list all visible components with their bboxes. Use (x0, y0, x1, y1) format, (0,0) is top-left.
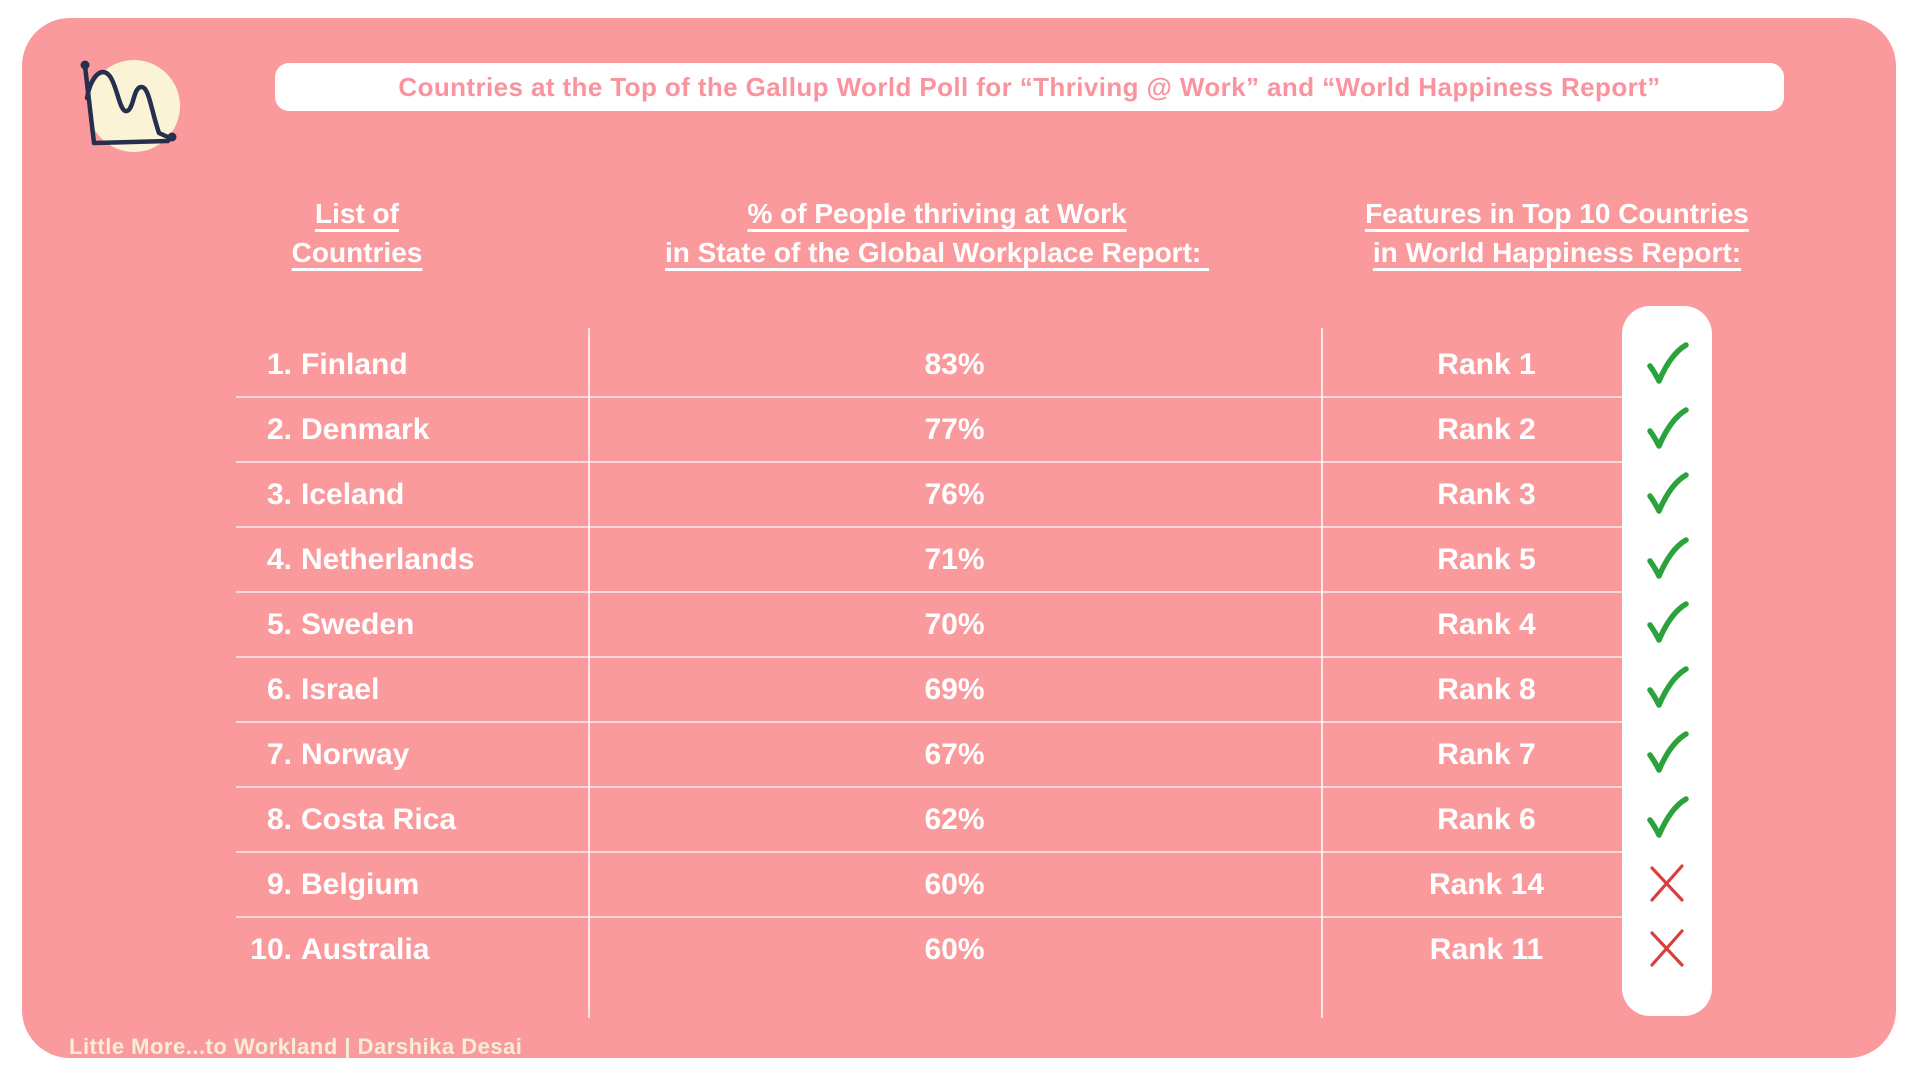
country-name: Denmark (301, 412, 430, 446)
rank-number: 7. (266, 737, 292, 771)
rank-number: 6. (266, 672, 292, 706)
table-row (236, 723, 1622, 788)
column-header-line: % of People thriving at Work (747, 198, 1127, 229)
rank-number: 8. (266, 802, 292, 836)
thriving-pct-cell: 83% (924, 347, 985, 381)
rank-number: 4. (266, 542, 292, 576)
thriving-pct-cell: 71% (924, 542, 985, 576)
table-row (236, 788, 1622, 853)
happiness-rank-cell: Rank 8 (1437, 672, 1536, 706)
country-cell (236, 543, 588, 577)
cross-icon (1641, 857, 1693, 909)
happiness-rank-cell: Rank 1 (1437, 347, 1536, 381)
rank-number: 3. (266, 477, 292, 511)
country-name: Belgium (301, 867, 420, 901)
country-cell (236, 478, 588, 512)
country-name: Finland (301, 347, 408, 381)
column-header-happiness-rank (1332, 194, 1782, 272)
country-name: Sweden (301, 607, 415, 641)
thriving-pct-cell: 60% (924, 867, 985, 901)
happiness-rank-cell: Rank 4 (1437, 607, 1536, 641)
country-cell (236, 803, 588, 837)
country-cell (236, 933, 588, 967)
happiness-rank-cell: Rank 6 (1437, 802, 1536, 836)
happiness-rank-cell: Rank 11 (1429, 932, 1544, 966)
check-icon (1641, 339, 1693, 391)
happiness-rank-cell: Rank 3 (1437, 477, 1536, 511)
check-icon (1641, 404, 1693, 456)
check-icon (1641, 728, 1693, 780)
happiness-rank-cell: Rank 7 (1437, 737, 1536, 771)
column-header-line: Features in Top 10 Countries (1365, 198, 1749, 229)
table-row (236, 333, 1622, 398)
page-title: Countries at the Top of the Gallup World Poll for “Thriving @ Work” and “World Happiness Report” (398, 71, 1661, 102)
thriving-pct-cell: 76% (924, 477, 985, 511)
country-name: Iceland (301, 477, 405, 511)
country-name: Netherlands (301, 542, 475, 576)
thriving-pct-cell: 60% (924, 932, 985, 966)
check-icon (1641, 663, 1693, 715)
column-header-line: Countries (291, 237, 423, 268)
rank-number: 10. (250, 932, 292, 966)
happiness-rank-cell: Rank 5 (1437, 542, 1536, 576)
thriving-pct-cell: 70% (924, 607, 985, 641)
line-chart-logo-icon (70, 50, 192, 168)
credit-text: Little More...to Workland | Darshika Desai (69, 1034, 523, 1059)
check-icon (1641, 598, 1693, 650)
rank-number: 5. (266, 607, 292, 641)
rank-number: 1. (266, 347, 292, 381)
country-cell (236, 413, 588, 447)
table-row (236, 918, 1622, 981)
column-header-line: in State of the Global Workplace Report: (665, 237, 1209, 268)
happiness-rank-cell: Rank 14 (1428, 867, 1545, 901)
country-name: Australia (301, 932, 430, 966)
thriving-pct-cell: 69% (924, 672, 985, 706)
country-name: Norway (301, 737, 410, 771)
column-header-countries (232, 194, 482, 272)
infographic-card (22, 18, 1896, 1058)
table-row (236, 398, 1622, 463)
table-row (236, 853, 1622, 918)
thriving-pct-cell: 62% (924, 802, 985, 836)
table-row (236, 593, 1622, 658)
country-name: Costa Rica (301, 802, 457, 836)
thriving-pct-cell: 77% (924, 412, 985, 446)
country-cell (236, 868, 588, 902)
table-row (236, 658, 1622, 723)
country-cell (236, 608, 588, 642)
column-header-thriving-pct (612, 194, 1262, 272)
column-header-line: List of (315, 198, 399, 229)
countries-table (236, 333, 1622, 981)
table-row (236, 463, 1622, 528)
table-row (236, 528, 1622, 593)
country-name: Israel (301, 672, 380, 706)
check-icon (1641, 469, 1693, 521)
column-header-line: in World Happiness Report: (1372, 237, 1742, 268)
check-icon (1641, 793, 1693, 845)
country-cell (236, 348, 588, 382)
happiness-rank-cell: Rank 2 (1437, 412, 1536, 446)
rank-number: 2. (266, 412, 292, 446)
country-cell (236, 738, 588, 772)
check-icon (1641, 534, 1693, 586)
cross-icon (1641, 922, 1693, 974)
thriving-pct-cell: 67% (924, 737, 985, 771)
rank-number: 9. (266, 867, 292, 901)
title-banner (275, 63, 1784, 111)
country-cell (236, 673, 588, 707)
